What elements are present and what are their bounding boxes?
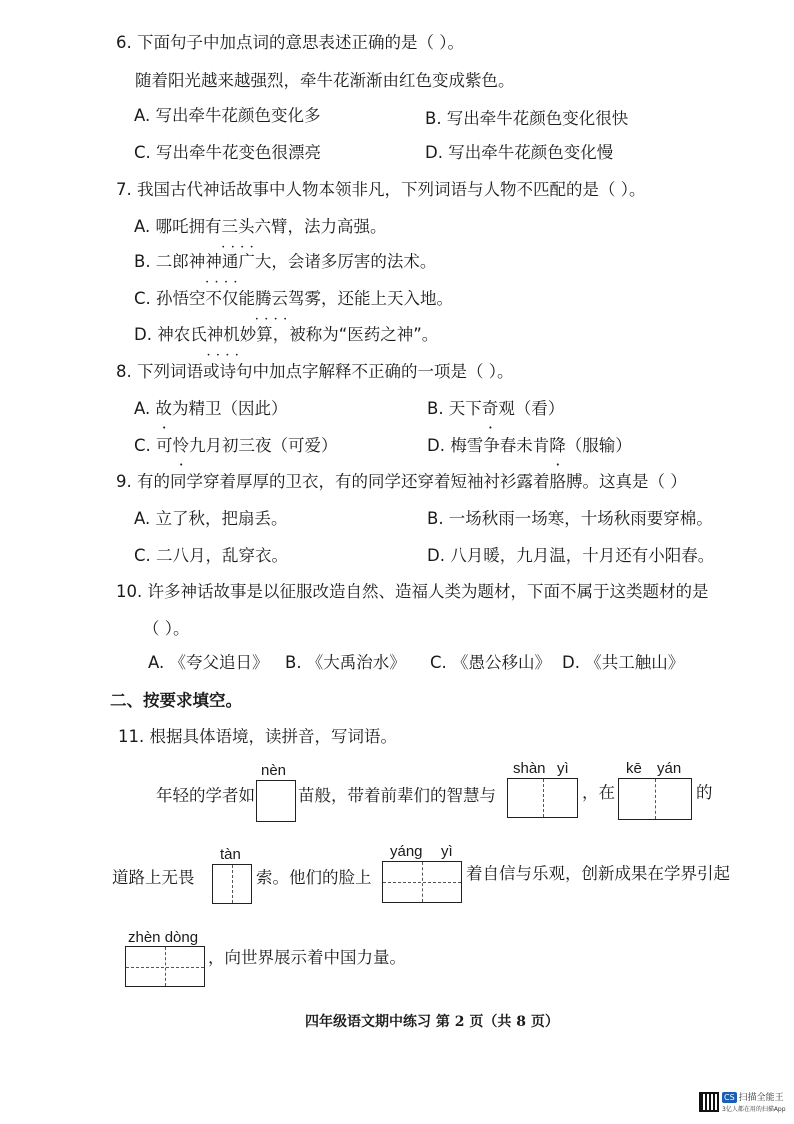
q10-option-d: D. 《共工触山》: [562, 653, 685, 672]
q7-stem: 7. 我国古代神话故事中人物本领非凡，下列词语与人物不匹配的是（ ）。: [116, 180, 646, 199]
q10-blank: （ ）。: [143, 619, 190, 638]
q6-sentence: 随着阳光越来越强烈，牵牛花渐渐由红色变成紫色。: [135, 71, 515, 90]
q7-option-d-post: ，被称为“医药之神”。: [272, 325, 439, 344]
q8-option-b-dot: 奇: [481, 399, 499, 418]
q9-option-a: A. 立了秋，把扇丢。: [134, 509, 288, 528]
q10-option-a: A. 《夸父追日》: [148, 653, 269, 672]
watermark-text: 扫描全能王: [738, 1093, 784, 1103]
q8-option-d: [427, 434, 632, 458]
scanner-watermark: [722, 1092, 786, 1115]
q10-option-c: C. 《愚公移山》: [430, 653, 552, 672]
box-divider: [543, 779, 544, 817]
q9-option-b: B. 一场秋雨一场寒，十场秋雨要穿棉。: [427, 509, 713, 528]
q7-option-b-pre: B. 二郎神: [134, 252, 206, 271]
q7-option-c-word: 腾云驾雾 • • • •: [255, 289, 321, 308]
answer-box-tan[interactable]: [212, 864, 252, 904]
q7-option-a-post: ，法力高强。: [287, 217, 387, 236]
answer-box-nen[interactable]: [256, 780, 296, 822]
q11-line1-text-d: 的: [696, 783, 713, 802]
q11-line2-text-a: 道路上无畏: [112, 868, 195, 887]
q8-option-c: [134, 434, 338, 458]
q8-option-a-dot: 故: [155, 399, 172, 418]
q6-option-a: A. 写出牵牛花颜色变化多: [134, 106, 321, 125]
box-divider: [232, 865, 233, 903]
watermark-subtext: 3亿人都在用的扫描App: [722, 1106, 786, 1113]
pinyin-ke: kē: [626, 760, 642, 777]
q7-option-c-pre: C. 孙悟空不仅能: [134, 289, 256, 308]
pinyin-shan: shàn: [513, 760, 546, 777]
q6-stem: 6. 下面句子中加点词的意思表述正确的是（ ）。: [116, 33, 464, 52]
qr-code-icon: [699, 1092, 719, 1112]
q7-option-b: [134, 250, 436, 274]
q8-option-a-pre: A.: [134, 399, 156, 418]
q6-option-b: B. 写出牵牛花颜色变化很快: [425, 109, 629, 128]
q8-option-c-post: 九月初三夜（可爱）: [189, 436, 338, 455]
answer-box-zhendong[interactable]: [125, 946, 205, 987]
cs-badge: CS: [724, 1093, 735, 1102]
q9-stem: 9. 有的同学穿着厚厚的卫衣，有的同学还穿着短袖衬衫露着胳膊。这真是（ ）: [116, 472, 687, 491]
q10-stem: 10. 许多神话故事是以征服改造自然、造福人类为题材，下面不属于这类题材的是: [116, 582, 709, 601]
box-divider: [655, 779, 656, 819]
pinyin-yang: yáng: [390, 843, 423, 860]
q8-option-c-pre: C. 可: [134, 436, 173, 455]
q8-option-c-dot: 怜: [172, 436, 190, 455]
q11-line3-text: ，向世界展示着中国力量。: [208, 948, 406, 967]
q7-option-b-word: 神通广大 • • • •: [205, 252, 271, 271]
q11-line2-text-b: 索。他们的脸上: [256, 868, 372, 887]
page-footer: 四年级语文期中练习 第 2 页（共 8 页）: [305, 1014, 559, 1030]
section-2-title: 二、按要求填空。: [110, 691, 242, 710]
q7-option-c: [134, 287, 453, 311]
q11-line1-text-a: 年轻的学者如: [156, 786, 255, 805]
pinyin-zhendong: zhèn dòng: [128, 929, 199, 946]
q7-option-d-word: 神机妙算 • • • •: [207, 325, 273, 344]
q8-option-a: [134, 397, 288, 421]
q6-option-c: C. 写出牵牛花变色很漂亮: [134, 143, 322, 162]
q9-option-c: C. 二八月，乱穿衣。: [134, 546, 289, 565]
q8-option-d-dot: 降: [549, 436, 566, 455]
pinyin-yi2: yì: [441, 843, 453, 860]
q8-option-b: [427, 397, 564, 421]
q8-option-d-post: （服输）: [565, 436, 632, 455]
q8-option-b-post: 观（看）: [498, 399, 565, 418]
answer-box-shanyi[interactable]: [507, 778, 578, 818]
q8-stem: 8. 下列词语或诗句中加点字解释不正确的一项是（ ）。: [116, 362, 514, 381]
pinyin-yi1: yì: [557, 760, 569, 777]
q11-line1-text-b: 苗般，带着前辈们的智慧与: [298, 786, 496, 805]
q7-option-c-post: ，还能上天入地。: [321, 289, 454, 308]
q9-option-d: D. 八月暖，九月温，十月还有小阳春。: [427, 546, 715, 565]
q8-option-b-pre: B. 天下: [427, 399, 482, 418]
q11-line1-text-c: ，在: [582, 783, 615, 802]
q6-option-d: D. 写出牵牛花颜色变化慢: [425, 143, 614, 162]
q10-option-b: B. 《大禹治水》: [285, 653, 406, 672]
q7-option-b-post: ，会诸多厉害的法术。: [271, 252, 437, 271]
q7-option-a-pre: A. 哪吒拥有: [134, 217, 222, 236]
q8-option-d-pre: D. 梅雪争春未肯: [427, 436, 550, 455]
answer-box-keyan[interactable]: [618, 778, 692, 820]
box-divider-horizontal: [126, 967, 204, 968]
answer-box-yangyi[interactable]: [382, 861, 462, 903]
q7-option-a-word: 三头六臂 • • • •: [222, 217, 288, 236]
box-divider-horizontal: [383, 882, 461, 883]
q7-option-d-pre: D. 神农氏: [134, 325, 207, 344]
pinyin-yan: yán: [657, 760, 682, 777]
pinyin-nen: nèn: [261, 762, 287, 779]
q7-option-d: [134, 323, 438, 347]
pinyin-tan: tàn: [220, 846, 241, 863]
q11-stem: 11. 根据具体语境，读拼音，写词语。: [118, 727, 397, 746]
q11-line2-text-c: 着自信与乐观，创新成果在学界引起: [466, 864, 730, 883]
q8-option-a-post: 为精卫（因此）: [172, 399, 288, 418]
q7-option-a: [134, 215, 387, 239]
